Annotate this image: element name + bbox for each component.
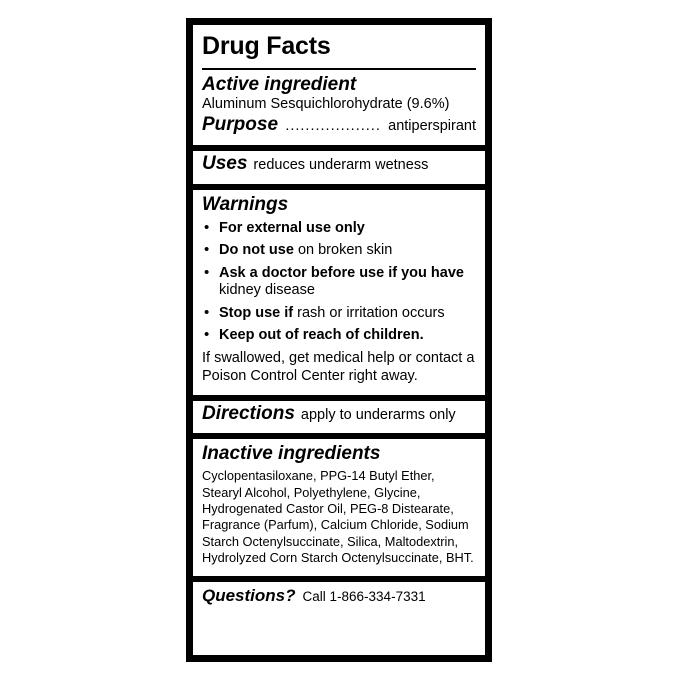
list-item (202, 242, 476, 259)
directions-section (202, 401, 476, 431)
list-item (202, 220, 476, 237)
warning-rest: kidney disease (219, 282, 315, 299)
active-ingredient-heading: Active ingredient (202, 73, 357, 95)
uses-text: reduces underarm wetness (253, 157, 429, 174)
warning-rest: rash or irritation occurs (297, 304, 445, 321)
warnings-section (202, 190, 476, 391)
questions-section (202, 582, 476, 608)
purpose-heading: Purpose (202, 114, 279, 136)
questions-text: Call 1-866-334-7331 (302, 588, 426, 604)
uses-heading: Uses (202, 153, 248, 175)
warning-bold: Ask a doctor before use if you have (219, 264, 464, 281)
warnings-footnote: If swallowed, get medical help or contact a Poison Control Center right away. (202, 350, 475, 385)
list-item (202, 305, 476, 322)
active-ingredient-section (202, 70, 476, 143)
directions-heading: Directions (202, 402, 295, 424)
uses-section (202, 151, 476, 181)
directions-text: apply to underarms only (300, 406, 456, 423)
questions-row (202, 582, 476, 608)
questions-heading: Questions? (202, 585, 296, 605)
purpose-text: antiperspirant (388, 118, 476, 135)
inactive-ingredients-heading: Inactive ingredients (202, 443, 381, 465)
page-title: Drug Facts (202, 32, 331, 60)
inactive-ingredients-section (202, 439, 476, 572)
directions-row (202, 401, 476, 425)
warning-rest: on broken skin (297, 242, 393, 259)
warning-bold: Keep out of reach of children. (219, 326, 424, 343)
warning-bold: For external use only (219, 220, 365, 236)
title-section (202, 25, 476, 65)
warnings-list (202, 220, 476, 344)
uses-row (202, 151, 476, 175)
purpose-row (202, 113, 476, 136)
drug-facts-panel (186, 18, 492, 662)
active-ingredient-text: Aluminum Sesquichlorohydrate (9.6%) (202, 96, 450, 113)
list-item (202, 265, 476, 300)
warning-bold: Do not use (219, 242, 294, 259)
list-item (202, 327, 476, 344)
inactive-ingredients-text: Cyclopentasiloxane, PPG-14 Butyl Ether, Stearyl Alcohol, Polyethylene, Glycine, Hydrogenated Castor Oil, PEG-8 Distearate, Fragrance (Parfum), Calcium Chloride, Sodium Starch Octenylsuccinate, Silica, Maltodextrin, Hydrolyzed Corn Starch Octenylsuccinate, BHT. (202, 468, 474, 566)
warning-bold: Stop use if (219, 304, 294, 321)
purpose-dots: ................... (285, 118, 381, 135)
warnings-heading: Warnings (202, 194, 289, 216)
